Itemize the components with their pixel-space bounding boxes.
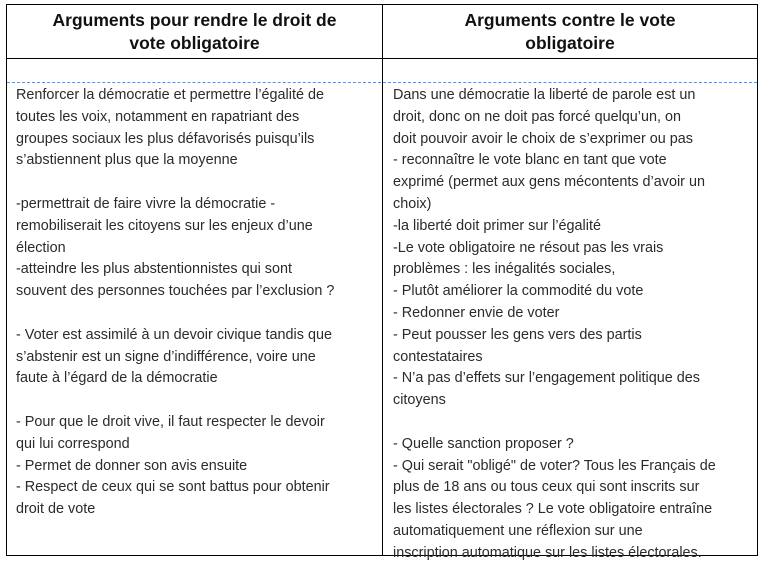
contre-text-line: inscription automatique sur les listes électorales.	[393, 544, 702, 561]
contre-text-line: -la liberté doit primer sur l’égalité	[393, 217, 601, 234]
pour-column	[16, 85, 376, 521]
contre-text-line: - reconnaître le vote blanc en tant que vote	[393, 152, 667, 169]
header-pour-line: Arguments pour rendre le droit de	[52, 10, 337, 30]
pour-text-line: qui lui correspond	[16, 435, 130, 452]
contre-text-line: - Quelle sanction proposer ?	[393, 435, 574, 452]
pour-text-line: groupes sociaux les plus défavorisés puisqu’ils	[16, 130, 315, 147]
contre-text-line: choix)	[393, 195, 432, 212]
contre-text-line: - Redonner envie de voter	[393, 304, 560, 321]
header-pour	[7, 7, 382, 57]
pour-text-line: s’abstenir est un signe d’indifférence, voire une	[16, 348, 316, 365]
pour-text-line: toutes les voix, notamment en rapatriant des	[16, 108, 300, 125]
arguments-table	[6, 4, 758, 561]
pour-text-line: faute à l’égard de la démocratie	[16, 370, 218, 387]
pour-text-line: s’abstiennent plus que la moyenne	[16, 152, 238, 169]
contre-text-line: - N’a pas d’effets sur l’engagement politique des	[393, 370, 700, 387]
dashed-separator	[7, 82, 757, 83]
pour-text-line: - Pour que le droit vive, il faut respecter le devoir	[16, 413, 325, 430]
contre-text-line: automatiquement une réflexion sur une	[393, 522, 643, 539]
contre-text-line: Dans une démocratie la liberté de parole est un	[393, 87, 696, 103]
pour-text-line: souvent des personnes touchées par l’exclusion ?	[16, 283, 335, 300]
pour-text-line	[16, 172, 376, 194]
contre-text-line: - Peut pousser les gens vers des partis	[393, 326, 642, 343]
pour-text-line	[16, 303, 376, 325]
header-contre	[383, 7, 757, 57]
header-contre-line: obligatoire	[525, 33, 615, 53]
pour-text-line	[16, 390, 376, 412]
contre-text-line: - Qui serait "obligé" de voter? Tous les Français de	[393, 457, 716, 474]
header-divider	[7, 58, 757, 59]
pour-text-line: - Voter est assimilé à un devoir civique tandis que	[16, 326, 332, 343]
pour-text-line: Renforcer la démocratie et permettre l’égalité de	[16, 87, 324, 103]
contre-text-line: -Le vote obligatoire ne résout pas les vrais	[393, 239, 664, 256]
pour-text-line: droit de vote	[16, 501, 96, 518]
contre-text-line: - Plutôt améliorer la commodité du vote	[393, 283, 644, 300]
pour-text-line: - Permet de donner son avis ensuite	[16, 457, 248, 474]
contre-text-line	[393, 412, 755, 434]
contre-text-line: problèmes : les inégalités sociales,	[393, 261, 616, 278]
pour-text-line: - Respect de ceux qui se sont battus pour obtenir	[16, 479, 330, 496]
contre-column	[393, 85, 755, 565]
header-pour-line: vote obligatoire	[129, 33, 260, 53]
pour-text-line: remobiliserait les citoyens sur les enjeux d’une	[16, 217, 313, 234]
pour-text-line: élection	[16, 239, 66, 256]
column-divider	[382, 5, 383, 555]
header-contre-line: Arguments contre le vote	[464, 10, 676, 30]
contre-text-line: citoyens	[393, 392, 446, 409]
contre-text-line: exprimé (permet aux gens mécontents d’avoir un	[393, 174, 705, 191]
pour-text-line: -atteindre les plus abstentionnistes qui sont	[16, 261, 292, 278]
contre-text-line: doit pouvoir avoir le choix de s’exprimer ou pas	[393, 130, 693, 147]
contre-text-line: contestataires	[393, 348, 483, 365]
contre-text-line: les listes électorales ? Le vote obligatoire entraîne	[393, 501, 713, 518]
contre-text-line: plus de 18 ans ou tous ceux qui sont inscrits sur	[393, 479, 700, 496]
contre-text-line: droit, donc on ne doit pas forcé quelqu’un, on	[393, 108, 682, 125]
pour-text-line: -permettrait de faire vivre la démocratie -	[16, 195, 276, 212]
